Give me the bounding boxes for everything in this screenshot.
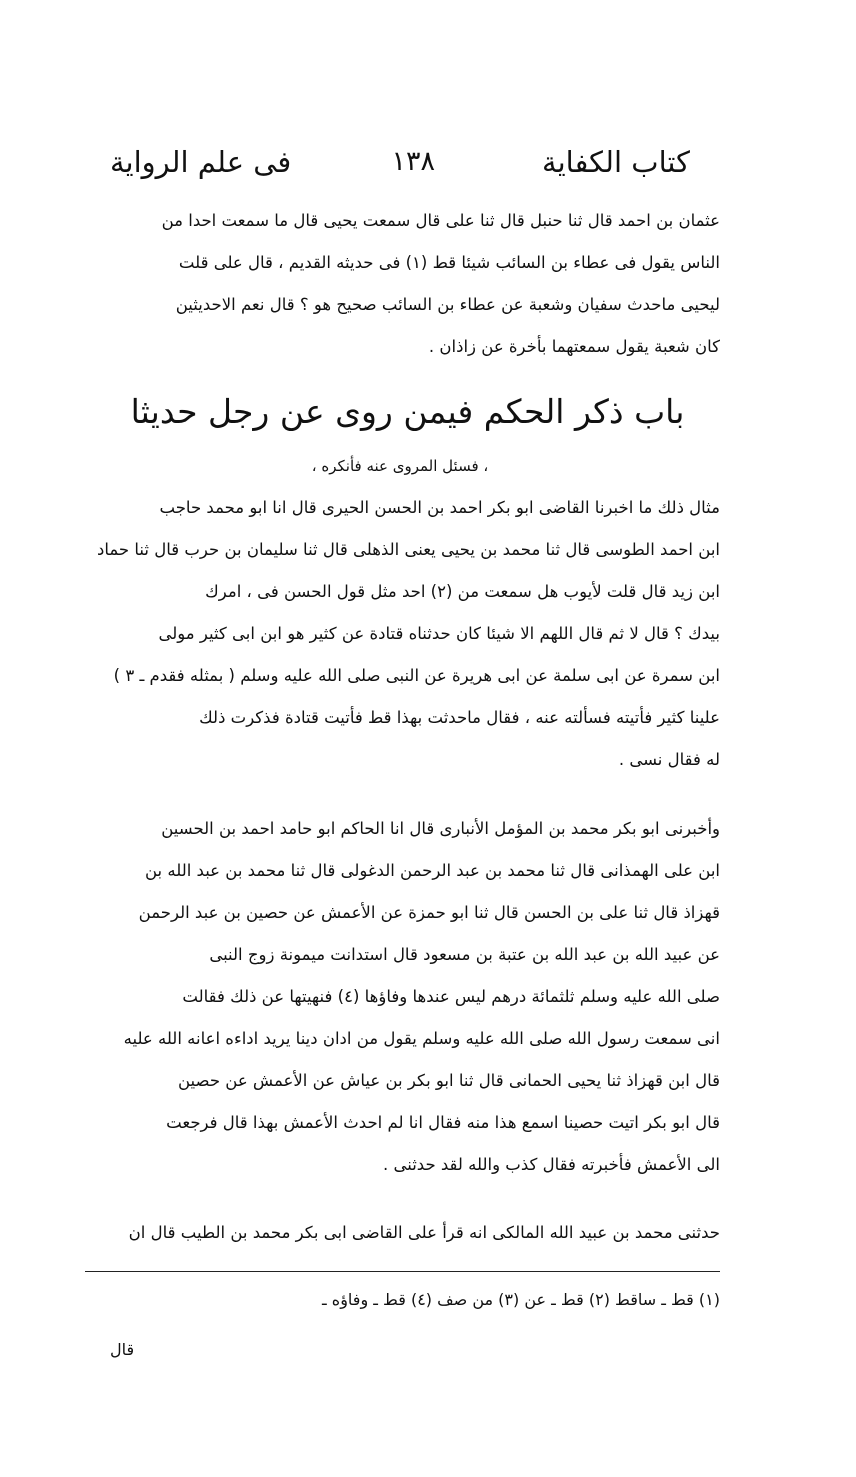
footnote-divider (85, 1271, 720, 1272)
text-line: ليحيى ماحدث سفيان وشعبة عن عطاء بن السائب صحيح هو ؟ قال نعم الاحديثين (175, 295, 720, 314)
page-number: ١٣٨ (391, 146, 435, 177)
book-title: كتاب الكفاية (542, 145, 690, 179)
text-line: ابن سمرة عن ابى سلمة عن ابى هريرة عن النبى صلى الله عليه وسلم ( بمثله فقدم ـ ٣ ) (113, 666, 720, 685)
text-line: قال ابن قهزاذ ثنا يحيى الحمانى قال ثنا ابو بكر بن عياش عن الأعمش عن حصين (177, 1071, 720, 1090)
footnotes: (١) قط ـ ساقط (٢) قط ـ عن (٣) من صف (٤) قط ـ وفاؤه ـ (322, 1290, 720, 1309)
book-subtitle: فى علم الرواية (110, 145, 292, 179)
text-line: عثمان بن احمد قال ثنا حنبل قال ثنا على قال سمعت يحيى قال ما سمعت احدا من (161, 211, 720, 230)
text-line: عن عبيد الله بن عبد الله بن عتبة بن مسعود قال استدانت ميمونة زوج النبى (209, 945, 720, 964)
text-line: ابن على الهمذانى قال ثنا محمد بن عبد الرحمن الدغولى قال ثنا محمد بن عبد الله بن (144, 861, 720, 880)
text-line: علينا كثير فأتيته فسألته عنه ، فقال ماحدثت بهذا قط فأتيت قتادة فذكرت ذلك (199, 708, 720, 727)
text-line: الى الأعمش فأخبرته فقال كذب والله لقد حدثنى . (382, 1155, 720, 1174)
text-line: كان شعبة يقول سمعتهما بأخرة عن زاذان . (428, 337, 720, 356)
chapter-title: باب ذكر الحكم فيمن روى عن رجل حديثا (130, 392, 685, 431)
text-line: ابن احمد الطوسى قال ثنا محمد بن يحيى يعنى الذهلى قال ثنا سليمان بن حرب قال ثنا حماد (97, 540, 720, 559)
text-line: له فقال نسى . (618, 750, 720, 769)
text-line: قال ابو بكر اتيت حصينا اسمع هذا منه فقال انا لم احدث الأعمش بهذا قال فرجعت (166, 1113, 720, 1132)
paragraph-3 (85, 808, 720, 1186)
text-line: صلى الله عليه وسلم ثلثمائة درهم ليس عندها وفاؤها (٤) فنهيتها عن ذلك فقالت (182, 987, 720, 1006)
paragraph-4 (85, 1212, 720, 1254)
text-line: قهزاذ قال ثنا على بن الحسن قال ثنا ابو حمزة عن الأعمش عن حصين بن عبد الرحمن (138, 903, 720, 922)
text-line: الناس يقول فى عطاء بن السائب شيئا قط (١) فى حديثه القديم ، قال على قلت (178, 253, 720, 272)
paragraph-2 (85, 487, 720, 781)
chapter-subtitle: ، فسئل المروى عنه فأنكره ، (311, 457, 489, 475)
text-line: بيدك ؟ قال لا ثم قال اللهم الا شيئا كان حدثناه قتادة عن كثير هو ابن ابى كثير مولى (158, 624, 720, 643)
running-header (110, 140, 690, 190)
text-line: حدثنى محمد بن عبيد الله المالكى انه قرأ على القاضى ابى بكر محمد بن الطيب قال ان (128, 1223, 720, 1242)
text-line: انى سمعت رسول الله صلى الله عليه وسلم يقول من ادان دينا يريد اداءه اعانه الله عليه (123, 1029, 720, 1048)
text-line: مثال ذلك ما اخبرنا القاضى ابو بكر احمد بن الحسن الحيرى قال انا ابو محمد حاجب (159, 498, 720, 517)
catchword: قال (110, 1340, 135, 1359)
paragraph-1 (85, 200, 720, 368)
text-line: ابن زيد قال قلت لأيوب هل سمعت من (٢) احد مثل قول الحسن فى ، امرك (205, 582, 720, 601)
text-line: وأخبرنى ابو بكر محمد بن المؤمل الأنبارى قال انا الحاكم ابو حامد احمد بن الحسين (161, 819, 720, 838)
